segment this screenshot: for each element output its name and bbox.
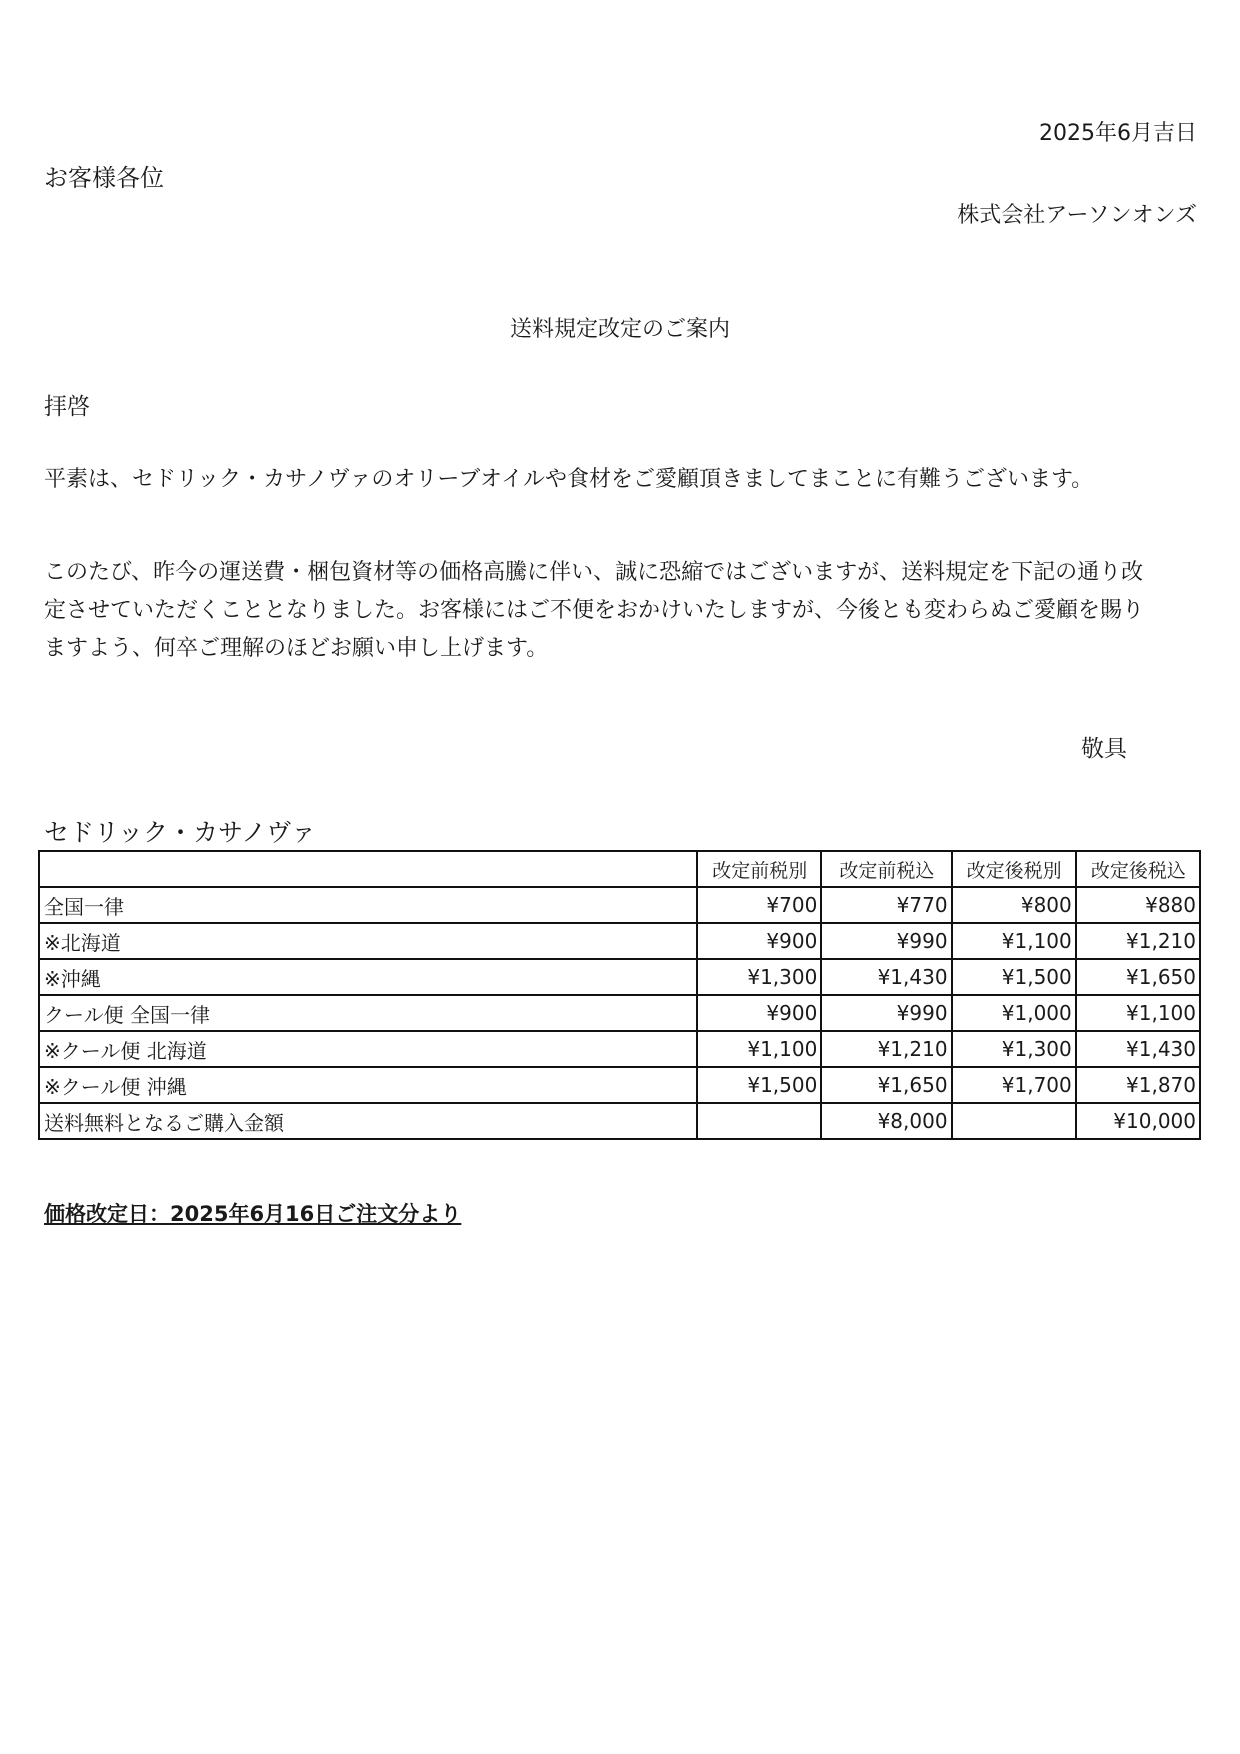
table-row (39, 1031, 1200, 1067)
paragraph-announcement (44, 554, 1204, 668)
cell-value: ¥990 (821, 995, 951, 1031)
header-before-excl-tax: 改定前税別 (697, 851, 821, 887)
cell-value: ¥1,430 (1076, 1031, 1200, 1067)
brand-name: セドリック・カサノヴァ (44, 818, 317, 847)
cell-value: ¥770 (821, 887, 951, 923)
cell-value: ¥1,100 (952, 923, 1076, 959)
cell-value: ¥1,500 (697, 1067, 821, 1103)
cell-value: ¥700 (697, 887, 821, 923)
cell-value: ¥990 (821, 923, 951, 959)
table-row (39, 959, 1200, 995)
document-title: 送料規定改定のご案内 (509, 317, 730, 342)
cell-value: ¥1,210 (821, 1031, 951, 1067)
table-row (39, 1067, 1200, 1103)
cell-value: ¥1,300 (697, 959, 821, 995)
cell-value: ¥1,100 (697, 1031, 821, 1067)
cell-value: ¥1,500 (952, 959, 1076, 995)
table-row (39, 923, 1200, 959)
cell-value: ¥1,430 (821, 959, 951, 995)
cell-value: ¥8,000 (821, 1103, 951, 1139)
table-header-row (39, 851, 1200, 887)
row-label: ※沖縄 (39, 959, 697, 995)
header-after-excl-tax: 改定後税別 (952, 851, 1076, 887)
cell-value: ¥900 (697, 995, 821, 1031)
paragraph-appreciation: 平素は、セドリック・カサノヴァのオリーブオイルや食材をご愛顧頂きましてまことに有難うございます。 (44, 467, 1094, 492)
cell-value: ¥1,000 (952, 995, 1076, 1031)
cell-value (697, 1103, 821, 1139)
paragraph-line: ますよう、何卒ご理解のほどお願い申し上げます。 (44, 636, 549, 661)
sender-company: 株式会社アーソンオンズ (957, 203, 1197, 228)
row-label: ※クール便 北海道 (39, 1031, 697, 1067)
row-label: クール便 全国一律 (39, 995, 697, 1031)
header-before-incl-tax: 改定前税込 (821, 851, 951, 887)
cell-value: ¥1,700 (952, 1067, 1076, 1103)
header-after-incl-tax: 改定後税込 (1076, 851, 1200, 887)
opening-salutation: 拝啓 (44, 394, 90, 420)
row-label: ※クール便 沖縄 (39, 1067, 697, 1103)
row-label: ※北海道 (39, 923, 697, 959)
cell-value: ¥1,870 (1076, 1067, 1200, 1103)
document-date: 2025年6月吉日 (1039, 121, 1197, 146)
shipping-rate-table (38, 850, 1201, 1140)
row-label: 送料無料となるご購入金額 (39, 1103, 697, 1139)
cell-value: ¥880 (1076, 887, 1200, 923)
cell-value: ¥900 (697, 923, 821, 959)
effective-date-note: 価格改定日：2025年6月16日ご注文分より (44, 1202, 462, 1226)
table-row (39, 887, 1200, 923)
cell-value: ¥1,210 (1076, 923, 1200, 959)
table-row (39, 995, 1200, 1031)
cell-value: ¥1,650 (821, 1067, 951, 1103)
paragraph-line: このたび、昨今の運送費・梱包資材等の価格高騰に伴い、誠に恐縮ではございますが、送料規定を下記の通り改 (44, 560, 1144, 585)
header-cell-blank (39, 851, 697, 887)
cell-value: ¥800 (952, 887, 1076, 923)
closing-salutation: 敬具 (1081, 736, 1127, 762)
cell-value: ¥1,300 (952, 1031, 1076, 1067)
recipient-line: お客様各位 (44, 164, 164, 192)
table-row (39, 1103, 1200, 1139)
cell-value: ¥10,000 (1076, 1103, 1200, 1139)
cell-value (952, 1103, 1076, 1139)
row-label: 全国一律 (39, 887, 697, 923)
paragraph-line: 定させていただくこととなりました。お客様にはご不便をおかけいたしますが、今後とも変わらぬご愛顧を賜り (44, 598, 1145, 623)
cell-value: ¥1,650 (1076, 959, 1200, 995)
cell-value: ¥1,100 (1076, 995, 1200, 1031)
